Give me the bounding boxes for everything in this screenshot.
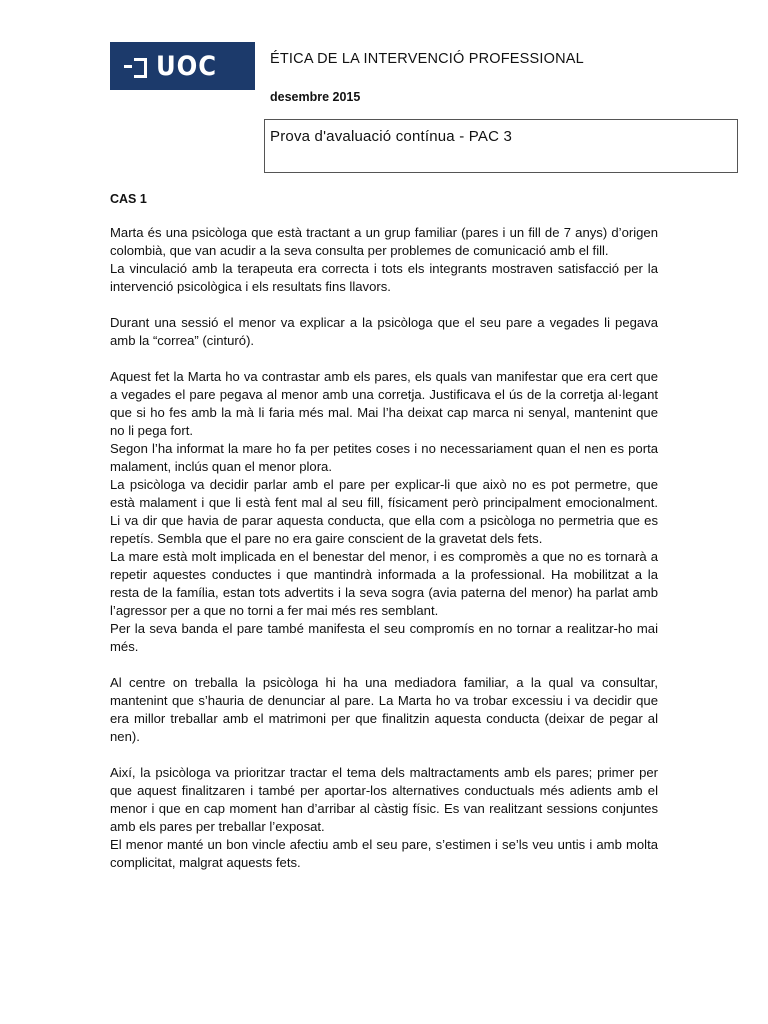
exam-date: desembre 2015: [270, 90, 361, 104]
paragraph: Al centre on treballa la psicòloga hi ha una mediadora familiar, a la qual va consultar, mantenint que s’hauria de denunciar al pare. La Marta ho va trobar excessiu i va decidir que era millor treballar amb el matrimoni per que finalitzin aquesta conducta (deixar de pegar al nen).: [110, 675, 658, 744]
case-title: CAS 1: [110, 192, 147, 206]
paragraph: Segon l’ha informat la mare ho fa per petites coses i no necessariament quan el nen es porta malament, inclús quan el menor plora.: [110, 441, 658, 474]
paragraph: La vinculació amb la terapeuta era correcta i tots els integrants mostraven satisfacció per la intervenció psicològica i els resultats fins llavors.: [110, 261, 658, 294]
paragraph: La psicòloga va decidir parlar amb el pare per explicar-li que això no es pot permetre, que està malament i que li està fent mal al seu fill, físicament però principalment emocionalment. Li va dir que havia de parar aquesta conducta, que ella com a psicòloga no permetria que es repetís. Sembla que el pare no era gaire conscient de la gravetat dels fets.: [110, 477, 658, 546]
paragraph: La mare està molt implicada en el benestar del menor, i es compromès a que no es tornarà a repetir aquestes conductes i que mantindrà informada a la professional. Ha mobilitzat a la resta de la família, estan tots advertits i la seva sogra (avia paterna del menor) ha parlat amb l’agressor per a que no torni a fer mai més res semblant.: [110, 549, 658, 618]
uoc-logo: [110, 42, 255, 90]
exam-title: Prova d'avaluació contínua - PAC 3: [270, 128, 513, 145]
course-title: ÉTICA DE LA INTERVENCIÓ PROFESSIONAL: [270, 51, 584, 67]
case-content: [110, 190, 658, 872]
paragraph: Durant una sessió el menor va explicar a la psicòloga que el seu pare a vegades li pegava amb la “correa” (cinturó).: [110, 315, 658, 348]
paragraph: Aquest fet la Marta ho va contrastar amb els pares, els quals van manifestar que era cert que a vegades el pare pegava al menor amb una corretja. Justificava el ús de la corretja al·legant que si ho fes amb la mà li faria més mal. Mai l’ha deixat cap marca ni senyal, mantenint que no li pega fort.: [110, 369, 658, 438]
exam-title-box: [264, 119, 738, 173]
paragraph: El menor manté un bon vincle afectiu amb el seu pare, s’estimen i se’ls veu untis i amb molta complicitat, malgrat aquests fets.: [110, 837, 658, 870]
paragraph: Així, la psicòloga va prioritzar tractar el tema dels maltractaments amb els pares; primer per que aquest finalitzaren i també per aportar-los alternatives conductuals més adients amb el menor i que en cap moment han d’arribar al càstig físic. Es van realitzant sessions conjuntes amb els pares per treballar l’exposat.: [110, 765, 658, 834]
paragraph: Per la seva banda el pare també manifesta el seu compromís en no tornar a realitzar-ho mai més.: [110, 621, 658, 654]
logo-text: UOC: [156, 50, 217, 82]
paragraph: Marta és una psicòloga que està tractant a un grup familiar (pares i un fill de 7 anys) d’origen colombià, que van acudir a la seva consulta per problemes de comunicació amb el fill.: [110, 225, 658, 258]
uoc-logo-icon: [124, 56, 150, 76]
